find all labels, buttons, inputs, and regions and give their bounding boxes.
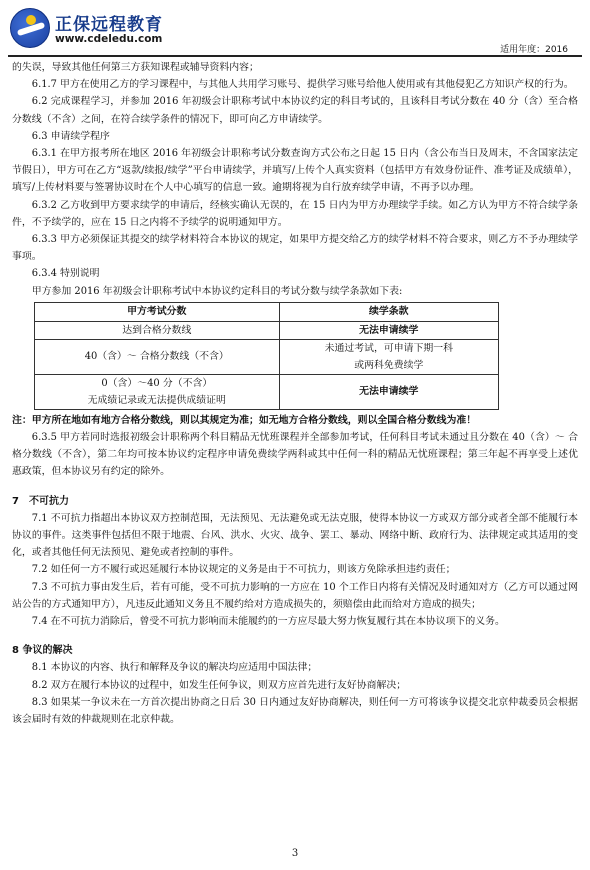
clause-8-3: 8.3 如果某一争议未在一方首次提出协商之日后 30 日内通过友好协商解决，则任何一方可将该争议提交北京仲裁委员会根据该会届时有效的仲裁规则在北京仲裁。 bbox=[12, 696, 578, 726]
brand-name: 正保远程教育 bbox=[55, 15, 163, 35]
clause-6-3-1: 6.3.1 在甲方报考所在地区 2016 年初级会计职称考试分数查询方式公布之日起 15 日内（含公布当日及周末，不含国家法定节假日），甲方可在乙方“返款/续报/续学”平台申请续学，并填写/上传个人真实资料（包括甲方有效身份证件、准考证及成绩单），填写/上传材料要与签署协议时在个人中心填写的信息一致。逾期将视为自行放弃续学申请，不再予以办理。 bbox=[12, 148, 578, 194]
brand-logo-icon bbox=[10, 8, 50, 48]
table-intro: 甲方参加 2016 年初级会计职称考试中本协议约定科目的考试分数与续学条款如下表: bbox=[31, 285, 403, 297]
clause-6-3-2: 6.3.2 乙方收到甲方要求续学的申请后，经核实确认无误的，在 15 日内为甲方办理续学手续。如乙方认为甲方不符合续学条件，不予续学的，应在 15 日之内将不予续学的说明通知甲方。 bbox=[12, 199, 578, 228]
table-cell bbox=[279, 339, 498, 374]
table-row bbox=[35, 321, 499, 339]
table-cell: 达到合格分数线 bbox=[35, 321, 280, 339]
table-cell bbox=[35, 374, 280, 409]
table-row bbox=[35, 374, 499, 409]
clause-6-3-3: 6.3.3 甲方必须保证其提交的续学材料符合本协议的规定，如果甲方提交给乙方的续学材料不符合要求，则乙方不予办理续学事项。 bbox=[12, 234, 578, 263]
table-header-score: 甲方考试分数 bbox=[35, 302, 280, 321]
clause-6-3-4: 6.3.4 特别说明 bbox=[31, 268, 100, 280]
table-cell: 无法申请续学 bbox=[279, 321, 498, 339]
document-body bbox=[12, 59, 578, 728]
table-header-row bbox=[35, 302, 499, 321]
clause-6-2: 6.2 完成课程学习，并参加 2016 年初级会计职称考试中本协议约定的科目考试的，且该科目考试分数在 40 分（含）至合格分数线（不含）之间，在符合续学条件的情况下，即可向乙方申请续学。 bbox=[12, 96, 578, 125]
paragraph-continuation: 的失误，导致其他任何第三方获知课程或辅导资料内容； bbox=[12, 62, 259, 73]
clause-7-2: 7.2 如任何一方不履行或迟延履行本协议规定的义务是由于不可抗力，则该方免除承担违约责任； bbox=[31, 564, 456, 576]
table-cell-line: 0（含）～40 分（不含） bbox=[101, 377, 213, 389]
clause-7-1: 7.1 不可抗力指超出本协议双方控制范围，无法预见、无法避免或无法克服，使得本协议一方或双方部分或者全部不能履行本协议的事件。这类事件包括但不限于地震、台风、洪水、火灾、战争、罢工、暴动、网络中断、政府行为、法律规定或其适用的变化，或者其他任何无法预见、避免或者控制的事件。 bbox=[12, 512, 578, 559]
table-cell: 无法申请续学 bbox=[279, 374, 498, 409]
applicable-year: 适用年度：2016 bbox=[500, 45, 568, 55]
clause-7-3: 7.3 不可抗力事由发生后，若有可能，受不可抗力影响的一方应在 10 个工作日内将有关情况及时通知对方（乙方可以通过网站公告的方式通知甲方），凡违反此通知义务且不履约给对方造成损失的，须赔偿由此而给对方造成的损失； bbox=[12, 581, 578, 610]
score-terms-table bbox=[34, 302, 499, 410]
brand-url: www.cdeledu.com bbox=[55, 33, 163, 45]
clause-8-2: 8.2 双方在履行本协议的过程中，如发生任何争议，则双方应首先进行友好协商解决； bbox=[31, 679, 407, 691]
page-number: 3 bbox=[291, 848, 299, 859]
clause-8-1: 8.1 本协议的内容、执行和解释及争议的解决均应适用中国法律； bbox=[31, 662, 318, 674]
table-cell-line: 未通过考试，可申请下期一科 bbox=[324, 342, 453, 354]
table-cell: 40（含）～ 合格分数线（不含） bbox=[35, 339, 280, 374]
page-header bbox=[0, 0, 590, 60]
clause-7-4: 7.4 在不可抗力消除后，曾受不可抗力影响而未能履约的一方应尽最大努力恢复履行其在本协议项下的义务。 bbox=[31, 616, 505, 628]
section-7-heading: 7 不可抗力 bbox=[12, 495, 69, 507]
clause-6-3: 6.3 申请续学程序 bbox=[31, 130, 110, 142]
table-cell-line: 或两科免费续学 bbox=[354, 359, 424, 371]
table-row bbox=[35, 339, 499, 374]
table-note: 注：甲方所在地如有地方合格分数线，则以其规定为准；如无地方合格分数线，则以全国合格分数线为准！ bbox=[12, 414, 477, 426]
section-8-heading: 8 争议的解决 bbox=[12, 645, 73, 657]
clause-6-3-5: 6.3.5 甲方若同时选报初级会计职称两个科目精品无忧班课程并全部参加考试，任何科目考试未通过且分数在 40（含）～ 合格分数线（不含），第二年均可按本协议约定程序申请免费续学两科或其中任何一科的精品无忧班课程；第三年起不再享受上述优惠政策，但本协议另有约定的除外。 bbox=[12, 432, 578, 478]
table-cell-line: 无成绩记录或无法提供成绩证明 bbox=[87, 394, 226, 406]
table-header-terms: 续学条款 bbox=[279, 302, 498, 321]
clause-6-1-7: 6.1.7 甲方在使用乙方的学习课程中，与其他人共用学习账号、提供学习账号给他人使用或有其他侵犯乙方知识产权的行为。 bbox=[31, 79, 574, 91]
header-divider bbox=[8, 55, 582, 57]
